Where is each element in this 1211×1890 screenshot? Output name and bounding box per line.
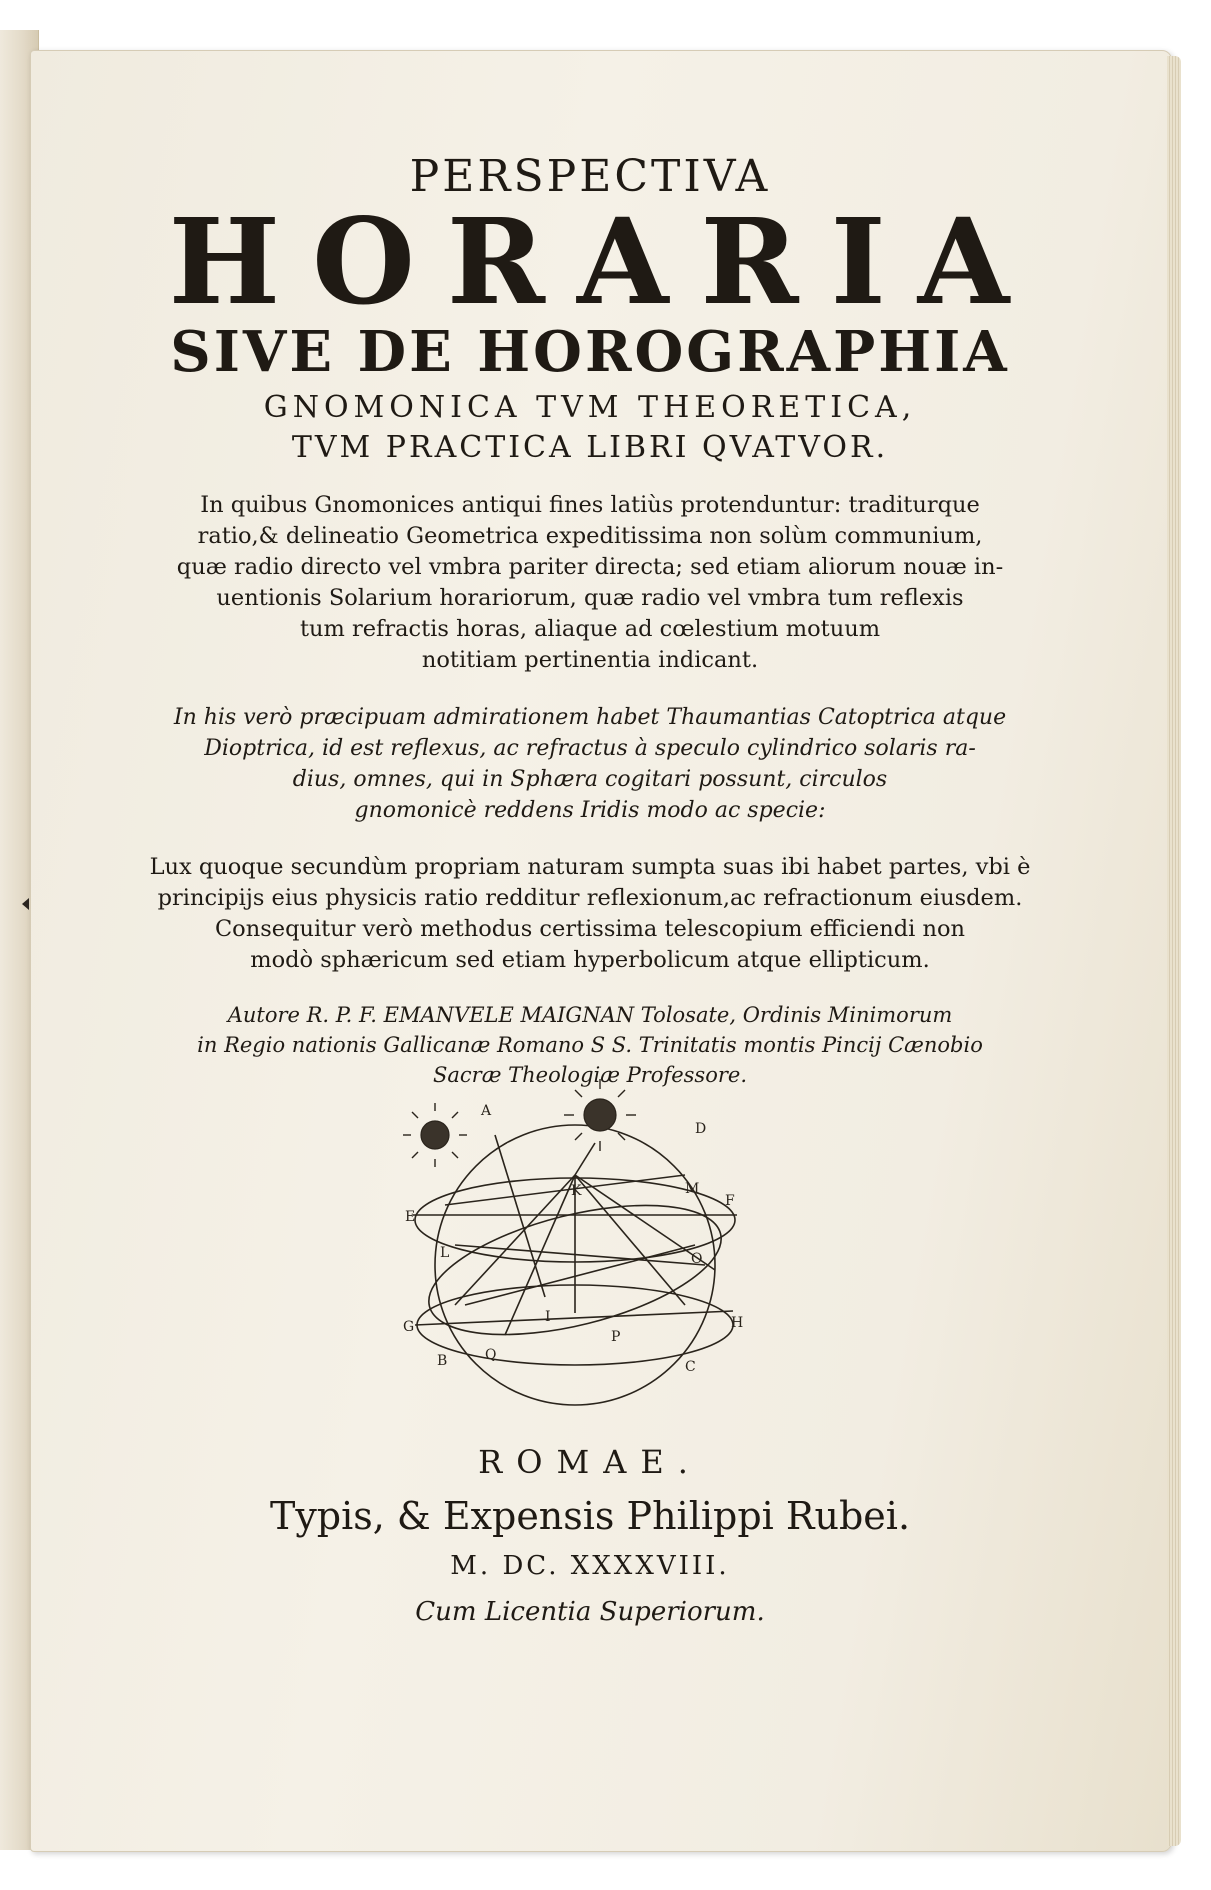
description-paragraph: In quibus Gnomonices antiqui fines latiùs protenduntur: traditurque ratio,& delineatio Geometrica expeditissima non solùm communium, quæ radio directo vel vmbra pariter directa; sed etiam aliorum nouæ in- uentionis Solarium horariorum, quæ radio vel vmbra tum reflexis tum refractis horas, aliaque ad cœlestium motuum notitiam pertinentia indicant. (176, 492, 1004, 673)
label-i: I (545, 1309, 551, 1325)
italic-paragraph: In his verò præcipuam admirationem habet Thaumantias Catoptrica atque Dioptrica, id est reflexus, ac refractus à speculo cylindrico solaris ra- dius, omnes, qui in Sphæra cogitari possunt, circulos gnomonicè reddens Iridis modo ac specie: (173, 705, 1007, 823)
label-e: E (405, 1209, 416, 1225)
label-l: L (440, 1245, 450, 1261)
imprint-license: Cum Licentia Superiorum. (415, 1597, 765, 1627)
armillary-woodcut (385, 1075, 745, 1415)
title-line-4: GNOMONICA TVM THEORETICA, (263, 390, 917, 425)
margin-mark (22, 898, 29, 910)
label-b: B (437, 1353, 448, 1369)
label-f: F (725, 1193, 735, 1209)
title-line-2: HORARIA (168, 192, 1042, 331)
label-m: M (685, 1181, 700, 1197)
imprint-date: M. DC. XXXXVIII. (450, 1551, 730, 1581)
label-h: H (731, 1315, 744, 1331)
label-a: A (481, 1103, 492, 1119)
page-edges (1167, 56, 1181, 1846)
lux-paragraph: Lux quoque secundùm propriam naturam sumpta suas ibi habet partes, vbi è principijs eius physicis ratio redditur reflexionum,ac refractionum eiusdem. Consequitur verò methodus certissima telescopium efficiendi non modò sphæricum sed etiam hyperbolicum atque ellipticum. (149, 854, 1031, 973)
imprint-printer: Typis, & Expensis Philippi Rubei. (269, 1494, 911, 1538)
label-d: D (695, 1121, 707, 1137)
label-p: P (611, 1329, 621, 1345)
title-line-5: TVM PRACTICA LIBRI QVATVOR. (291, 430, 889, 465)
author-statement: Autore R. P. F. EMANVELE MAIGNAN Tolosate, Ordinis Minimorum in Regio nationis Gallicanæ Romano S S. Trinitatis montis Pincij Cænobio Sacræ Theologiæ Professore. (197, 1003, 983, 1087)
label-c: C (685, 1359, 696, 1375)
sun-right-icon (564, 1079, 636, 1151)
sun-left-icon (403, 1103, 467, 1167)
title-line-3: SIVE DE HOROGRAPHIA (170, 319, 1010, 385)
title-line-1: PERSPECTIVA (409, 151, 771, 202)
label-k: K (571, 1183, 582, 1199)
label-o: O (691, 1251, 703, 1267)
title-block (120, 150, 1060, 1090)
label-g: G (403, 1319, 415, 1335)
label-q: Q (485, 1347, 497, 1363)
imprint-block (120, 1440, 1060, 1630)
imprint-city: ROMAE. (478, 1443, 702, 1481)
